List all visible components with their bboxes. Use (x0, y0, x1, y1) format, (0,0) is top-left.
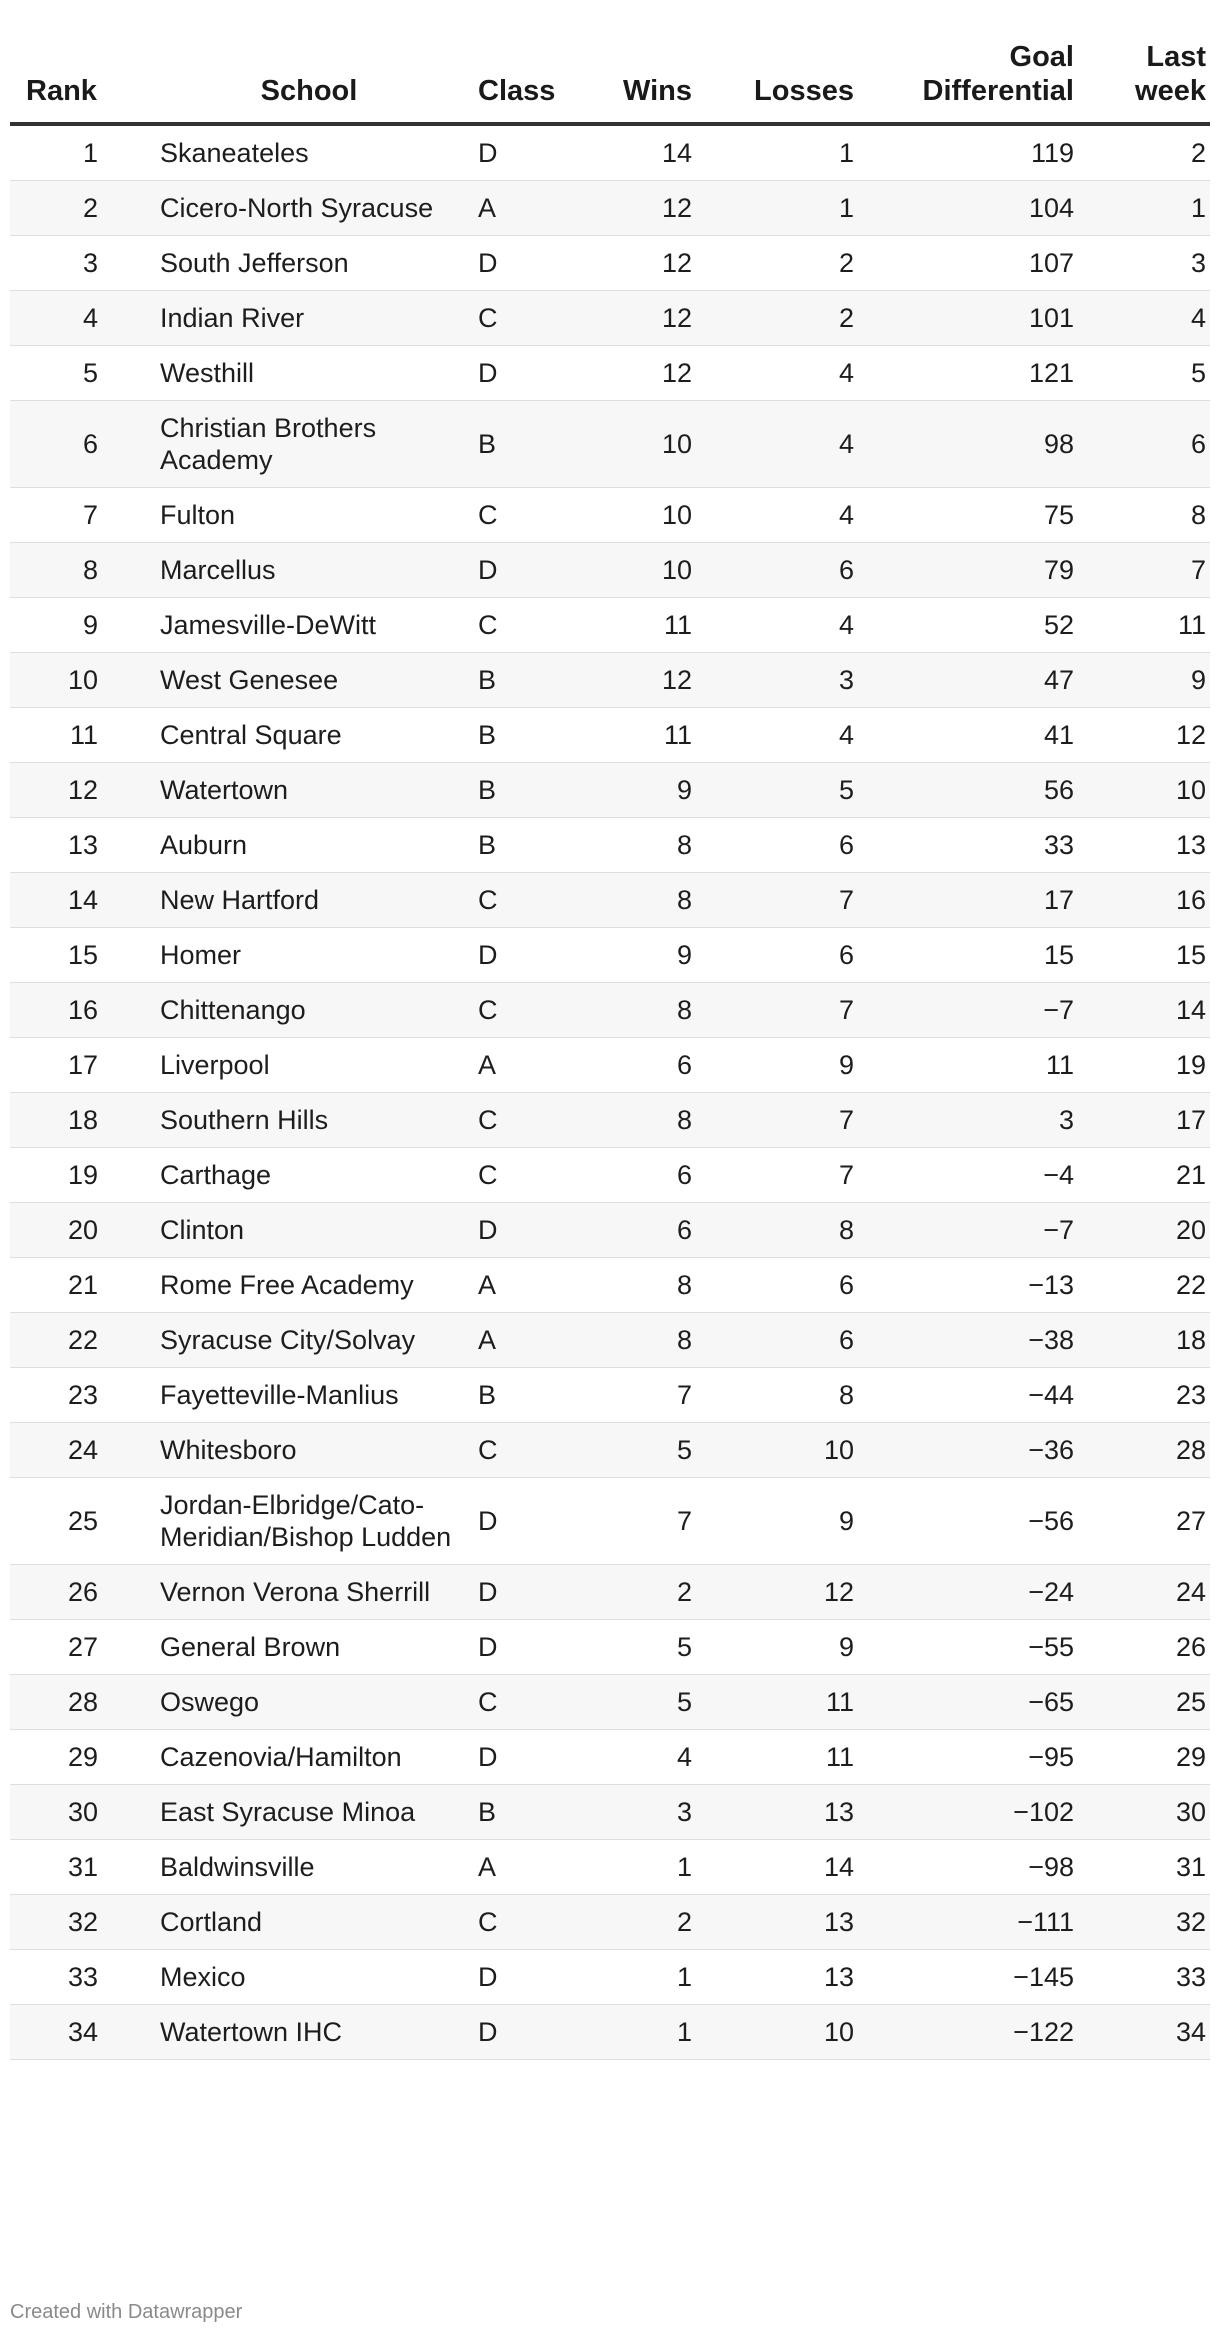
table-row (10, 1093, 1210, 1148)
cell-goal-differential: −102 (858, 1785, 1078, 1840)
cell-last-week: 9 (1078, 653, 1210, 708)
cell-wins: 4 (596, 1730, 696, 1785)
cell-losses: 8 (696, 1203, 858, 1258)
cell-goal-differential: 11 (858, 1038, 1078, 1093)
cell-wins: 8 (596, 873, 696, 928)
table-row (10, 1258, 1210, 1313)
cell-goal-differential: 104 (858, 181, 1078, 236)
table-row (10, 763, 1210, 818)
cell-rank: 33 (10, 1950, 144, 2005)
table-row (10, 1368, 1210, 1423)
cell-goal-differential: 33 (858, 818, 1078, 873)
cell-rank: 34 (10, 2005, 144, 2060)
cell-school: Whitesboro (144, 1423, 462, 1478)
cell-last-week: 4 (1078, 291, 1210, 346)
cell-last-week: 22 (1078, 1258, 1210, 1313)
table-row (10, 1038, 1210, 1093)
cell-losses: 1 (696, 124, 858, 181)
cell-goal-differential: −4 (858, 1148, 1078, 1203)
table-row (10, 124, 1210, 181)
cell-rank: 6 (10, 401, 144, 488)
cell-school: Rome Free Academy (144, 1258, 462, 1313)
cell-rank: 25 (10, 1478, 144, 1565)
cell-last-week: 5 (1078, 346, 1210, 401)
cell-last-week: 3 (1078, 236, 1210, 291)
table-row (10, 708, 1210, 763)
cell-school: Liverpool (144, 1038, 462, 1093)
cell-last-week: 20 (1078, 1203, 1210, 1258)
cell-rank: 10 (10, 653, 144, 708)
table-row (10, 401, 1210, 488)
cell-losses: 10 (696, 1423, 858, 1478)
header-school[interactable] (144, 40, 462, 124)
cell-class: D (462, 346, 596, 401)
cell-losses: 13 (696, 1785, 858, 1840)
cell-rank: 31 (10, 1840, 144, 1895)
header-last-line1: Last (1146, 41, 1206, 73)
cell-last-week: 27 (1078, 1478, 1210, 1565)
cell-last-week: 17 (1078, 1093, 1210, 1148)
table-row (10, 1148, 1210, 1203)
cell-goal-differential: −111 (858, 1895, 1078, 1950)
cell-rank: 4 (10, 291, 144, 346)
table-row (10, 346, 1210, 401)
table-row (10, 1478, 1210, 1565)
header-losses[interactable] (696, 40, 858, 124)
cell-last-week: 32 (1078, 1895, 1210, 1950)
standings-table-container (10, 40, 1210, 2060)
cell-goal-differential: −56 (858, 1478, 1078, 1565)
cell-wins: 8 (596, 1313, 696, 1368)
cell-losses: 8 (696, 1368, 858, 1423)
cell-class: A (462, 1313, 596, 1368)
cell-losses: 12 (696, 1565, 858, 1620)
cell-goal-differential: −7 (858, 983, 1078, 1038)
cell-losses: 2 (696, 291, 858, 346)
cell-last-week: 25 (1078, 1675, 1210, 1730)
cell-class: B (462, 818, 596, 873)
cell-class: D (462, 928, 596, 983)
cell-last-week: 19 (1078, 1038, 1210, 1093)
cell-wins: 8 (596, 818, 696, 873)
cell-rank: 20 (10, 1203, 144, 1258)
cell-class: A (462, 1258, 596, 1313)
cell-wins: 12 (596, 291, 696, 346)
cell-last-week: 18 (1078, 1313, 1210, 1368)
cell-last-week: 24 (1078, 1565, 1210, 1620)
cell-last-week: 6 (1078, 401, 1210, 488)
table-row (10, 236, 1210, 291)
cell-rank: 27 (10, 1620, 144, 1675)
cell-rank: 24 (10, 1423, 144, 1478)
cell-goal-differential: −24 (858, 1565, 1078, 1620)
cell-wins: 9 (596, 928, 696, 983)
cell-goal-differential: −145 (858, 1950, 1078, 2005)
header-goal-line1: Goal (1009, 41, 1074, 73)
cell-rank: 15 (10, 928, 144, 983)
cell-wins: 3 (596, 1785, 696, 1840)
cell-rank: 12 (10, 763, 144, 818)
cell-goal-differential: 52 (858, 598, 1078, 653)
table-row (10, 928, 1210, 983)
cell-wins: 2 (596, 1565, 696, 1620)
cell-school: General Brown (144, 1620, 462, 1675)
cell-rank: 19 (10, 1148, 144, 1203)
cell-losses: 6 (696, 543, 858, 598)
table-row (10, 1203, 1210, 1258)
cell-rank: 21 (10, 1258, 144, 1313)
header-rank-label: Rank (26, 75, 97, 107)
cell-wins: 8 (596, 1258, 696, 1313)
cell-class: D (462, 236, 596, 291)
cell-losses: 9 (696, 1478, 858, 1565)
header-last-week[interactable] (1078, 40, 1210, 124)
cell-class: B (462, 708, 596, 763)
cell-school: Fulton (144, 488, 462, 543)
cell-wins: 1 (596, 2005, 696, 2060)
cell-school: Jordan-Elbridge/Cato-Meridian/Bishop Ludden (144, 1478, 462, 1565)
cell-school: Homer (144, 928, 462, 983)
cell-losses: 7 (696, 983, 858, 1038)
cell-school: Christian Brothers Academy (144, 401, 462, 488)
cell-school: Baldwinsville (144, 1840, 462, 1895)
cell-school: Fayetteville-Manlius (144, 1368, 462, 1423)
cell-class: C (462, 1675, 596, 1730)
footer-credit: Created with Datawrapper (10, 2301, 243, 2323)
cell-goal-differential: −36 (858, 1423, 1078, 1478)
cell-losses: 6 (696, 928, 858, 983)
cell-school: Syracuse City/Solvay (144, 1313, 462, 1368)
cell-class: C (462, 598, 596, 653)
cell-losses: 4 (696, 346, 858, 401)
cell-losses: 13 (696, 1895, 858, 1950)
cell-school: East Syracuse Minoa (144, 1785, 462, 1840)
table-row (10, 543, 1210, 598)
cell-rank: 30 (10, 1785, 144, 1840)
cell-goal-differential: 121 (858, 346, 1078, 401)
cell-class: B (462, 763, 596, 818)
cell-losses: 1 (696, 181, 858, 236)
cell-losses: 6 (696, 1258, 858, 1313)
cell-rank: 29 (10, 1730, 144, 1785)
table-row (10, 2005, 1210, 2060)
cell-school: Jamesville-DeWitt (144, 598, 462, 653)
cell-last-week: 1 (1078, 181, 1210, 236)
cell-goal-differential: −13 (858, 1258, 1078, 1313)
cell-wins: 5 (596, 1423, 696, 1478)
cell-wins: 1 (596, 1840, 696, 1895)
cell-wins: 11 (596, 598, 696, 653)
cell-school: Vernon Verona Sherrill (144, 1565, 462, 1620)
header-school-label: School (260, 75, 358, 107)
table-row (10, 1620, 1210, 1675)
table-row (10, 818, 1210, 873)
cell-goal-differential: 107 (858, 236, 1078, 291)
cell-school: West Genesee (144, 653, 462, 708)
cell-losses: 11 (696, 1730, 858, 1785)
cell-wins: 2 (596, 1895, 696, 1950)
cell-losses: 4 (696, 401, 858, 488)
cell-goal-differential: 119 (858, 124, 1078, 181)
table-row (10, 1423, 1210, 1478)
header-wins-label: Wins (622, 75, 692, 107)
header-wins[interactable] (596, 40, 696, 124)
cell-wins: 12 (596, 346, 696, 401)
cell-class: C (462, 873, 596, 928)
table-body (10, 124, 1210, 2060)
cell-rank: 28 (10, 1675, 144, 1730)
cell-rank: 5 (10, 346, 144, 401)
cell-wins: 7 (596, 1478, 696, 1565)
cell-rank: 22 (10, 1313, 144, 1368)
cell-losses: 4 (696, 598, 858, 653)
cell-last-week: 7 (1078, 543, 1210, 598)
cell-last-week: 14 (1078, 983, 1210, 1038)
cell-school: Indian River (144, 291, 462, 346)
cell-last-week: 30 (1078, 1785, 1210, 1840)
cell-class: B (462, 653, 596, 708)
cell-wins: 11 (596, 708, 696, 763)
cell-last-week: 33 (1078, 1950, 1210, 2005)
cell-losses: 2 (696, 236, 858, 291)
cell-rank: 11 (10, 708, 144, 763)
cell-wins: 6 (596, 1148, 696, 1203)
cell-last-week: 23 (1078, 1368, 1210, 1423)
cell-rank: 3 (10, 236, 144, 291)
cell-school: New Hartford (144, 873, 462, 928)
cell-class: C (462, 1895, 596, 1950)
cell-class: C (462, 1148, 596, 1203)
table-row (10, 873, 1210, 928)
table-row (10, 1313, 1210, 1368)
cell-class: C (462, 1093, 596, 1148)
cell-school: Watertown IHC (144, 2005, 462, 2060)
cell-class: C (462, 983, 596, 1038)
table-row (10, 653, 1210, 708)
cell-class: D (462, 1565, 596, 1620)
cell-school: Cicero-North Syracuse (144, 181, 462, 236)
cell-class: D (462, 1730, 596, 1785)
cell-last-week: 31 (1078, 1840, 1210, 1895)
cell-school: Marcellus (144, 543, 462, 598)
cell-goal-differential: 47 (858, 653, 1078, 708)
cell-goal-differential: −38 (858, 1313, 1078, 1368)
header-rank[interactable] (10, 40, 144, 124)
cell-class: A (462, 1038, 596, 1093)
cell-last-week: 15 (1078, 928, 1210, 983)
cell-school: Carthage (144, 1148, 462, 1203)
cell-wins: 12 (596, 236, 696, 291)
cell-school: Clinton (144, 1203, 462, 1258)
cell-rank: 8 (10, 543, 144, 598)
standings-table (10, 40, 1210, 2060)
cell-rank: 23 (10, 1368, 144, 1423)
cell-last-week: 16 (1078, 873, 1210, 928)
cell-goal-differential: −98 (858, 1840, 1078, 1895)
cell-losses: 11 (696, 1675, 858, 1730)
cell-goal-differential: 56 (858, 763, 1078, 818)
cell-rank: 2 (10, 181, 144, 236)
cell-rank: 18 (10, 1093, 144, 1148)
cell-losses: 4 (696, 488, 858, 543)
cell-wins: 6 (596, 1203, 696, 1258)
cell-class: B (462, 401, 596, 488)
cell-rank: 17 (10, 1038, 144, 1093)
cell-school: Westhill (144, 346, 462, 401)
cell-last-week: 21 (1078, 1148, 1210, 1203)
cell-losses: 6 (696, 1313, 858, 1368)
cell-class: C (462, 1423, 596, 1478)
cell-last-week: 28 (1078, 1423, 1210, 1478)
cell-losses: 9 (696, 1620, 858, 1675)
cell-class: D (462, 1620, 596, 1675)
cell-goal-differential: −122 (858, 2005, 1078, 2060)
cell-school: Skaneateles (144, 124, 462, 181)
cell-school: Watertown (144, 763, 462, 818)
cell-wins: 9 (596, 763, 696, 818)
cell-goal-differential: −95 (858, 1730, 1078, 1785)
cell-losses: 7 (696, 873, 858, 928)
table-row (10, 1730, 1210, 1785)
header-goal-differential[interactable] (858, 40, 1078, 124)
cell-goal-differential: −55 (858, 1620, 1078, 1675)
cell-rank: 1 (10, 124, 144, 181)
cell-school: Chittenango (144, 983, 462, 1038)
cell-school: Central Square (144, 708, 462, 763)
cell-class: A (462, 181, 596, 236)
cell-wins: 8 (596, 983, 696, 1038)
cell-school: Oswego (144, 1675, 462, 1730)
cell-rank: 32 (10, 1895, 144, 1950)
cell-class: A (462, 1840, 596, 1895)
table-header (10, 40, 1210, 124)
cell-last-week: 29 (1078, 1730, 1210, 1785)
cell-school: Southern Hills (144, 1093, 462, 1148)
cell-losses: 9 (696, 1038, 858, 1093)
cell-goal-differential: −65 (858, 1675, 1078, 1730)
cell-goal-differential: 3 (858, 1093, 1078, 1148)
cell-losses: 3 (696, 653, 858, 708)
header-row (10, 40, 1210, 124)
cell-goal-differential: 101 (858, 291, 1078, 346)
header-last-line2: week (1135, 75, 1206, 107)
cell-losses: 4 (696, 708, 858, 763)
cell-wins: 10 (596, 401, 696, 488)
cell-last-week: 13 (1078, 818, 1210, 873)
cell-class: D (462, 1950, 596, 2005)
cell-wins: 5 (596, 1620, 696, 1675)
cell-wins: 8 (596, 1093, 696, 1148)
cell-wins: 12 (596, 181, 696, 236)
cell-goal-differential: 79 (858, 543, 1078, 598)
cell-last-week: 26 (1078, 1620, 1210, 1675)
cell-losses: 6 (696, 818, 858, 873)
cell-rank: 26 (10, 1565, 144, 1620)
cell-school: Mexico (144, 1950, 462, 2005)
cell-wins: 1 (596, 1950, 696, 2005)
cell-losses: 13 (696, 1950, 858, 2005)
cell-losses: 5 (696, 763, 858, 818)
cell-goal-differential: 75 (858, 488, 1078, 543)
cell-rank: 7 (10, 488, 144, 543)
cell-wins: 7 (596, 1368, 696, 1423)
table-row (10, 291, 1210, 346)
table-row (10, 1840, 1210, 1895)
cell-school: Auburn (144, 818, 462, 873)
cell-wins: 5 (596, 1675, 696, 1730)
table-row (10, 1785, 1210, 1840)
cell-wins: 10 (596, 488, 696, 543)
cell-losses: 7 (696, 1093, 858, 1148)
cell-rank: 9 (10, 598, 144, 653)
cell-goal-differential: 98 (858, 401, 1078, 488)
header-class-label: Class (478, 75, 556, 107)
cell-last-week: 12 (1078, 708, 1210, 763)
table-row (10, 598, 1210, 653)
cell-class: D (462, 2005, 596, 2060)
cell-school: South Jefferson (144, 236, 462, 291)
cell-class: D (462, 124, 596, 181)
cell-class: C (462, 291, 596, 346)
cell-last-week: 11 (1078, 598, 1210, 653)
table-row (10, 1565, 1210, 1620)
cell-goal-differential: 41 (858, 708, 1078, 763)
cell-goal-differential: 17 (858, 873, 1078, 928)
table-row (10, 1675, 1210, 1730)
cell-class: D (462, 1203, 596, 1258)
table-row (10, 1950, 1210, 2005)
cell-class: D (462, 543, 596, 598)
cell-wins: 10 (596, 543, 696, 598)
cell-wins: 6 (596, 1038, 696, 1093)
cell-rank: 13 (10, 818, 144, 873)
table-row (10, 983, 1210, 1038)
table-row (10, 488, 1210, 543)
cell-school: Cortland (144, 1895, 462, 1950)
header-class[interactable] (462, 40, 596, 124)
cell-rank: 14 (10, 873, 144, 928)
cell-last-week: 2 (1078, 124, 1210, 181)
cell-school: Cazenovia/Hamilton (144, 1730, 462, 1785)
cell-goal-differential: −7 (858, 1203, 1078, 1258)
cell-goal-differential: −44 (858, 1368, 1078, 1423)
cell-wins: 12 (596, 653, 696, 708)
cell-last-week: 10 (1078, 763, 1210, 818)
cell-class: B (462, 1368, 596, 1423)
table-row (10, 181, 1210, 236)
cell-wins: 14 (596, 124, 696, 181)
cell-goal-differential: 15 (858, 928, 1078, 983)
header-losses-label: Losses (754, 75, 854, 107)
cell-last-week: 34 (1078, 2005, 1210, 2060)
cell-class: C (462, 488, 596, 543)
cell-class: D (462, 1478, 596, 1565)
header-goal-line2: Differential (922, 75, 1074, 107)
cell-losses: 7 (696, 1148, 858, 1203)
cell-losses: 14 (696, 1840, 858, 1895)
cell-rank: 16 (10, 983, 144, 1038)
cell-class: B (462, 1785, 596, 1840)
table-row (10, 1895, 1210, 1950)
cell-last-week: 8 (1078, 488, 1210, 543)
cell-losses: 10 (696, 2005, 858, 2060)
